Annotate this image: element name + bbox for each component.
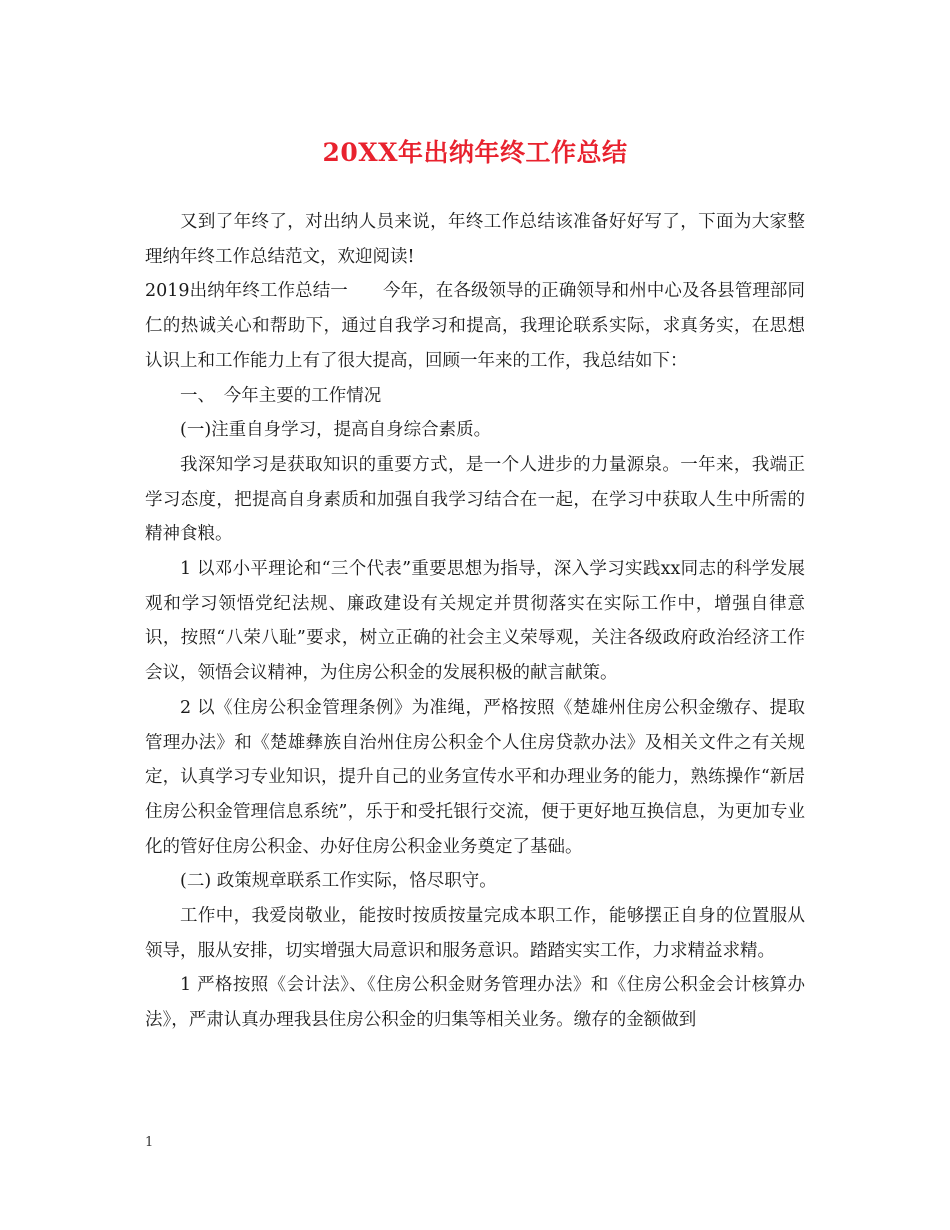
paragraph: 2 以《住房公积金管理条例》为准绳，严格按照《楚雄州住房公积金缴存、提取管理办法》和《楚雄彝族自治州住房公积金个人住房贷款办法》及相关文件之有关规定，认真学习专业知识，提升自己的业务宣传水平和办理业务的能力，熟练操作“新居住房公积金管理信息系统”，乐于和受托银行交流，便于更好地互换信息，为更加专业化的管好住房公积金、办好住房公积金业务奠定了基础。 (145, 697, 805, 857)
document-body (145, 205, 805, 1038)
paragraph: 2019出纳年终工作总结一 今年，在各级领导的正确领导和州中心及各县管理部同仁的热诚关心和帮助下，通过自我学习和提高，我理论联系实际，求真务实，在思想认识上和工作能力上有了很大提高，回顾一年来的工作，我总结如下： (145, 281, 805, 371)
subsection-heading: (二) 政策规章联系工作实际，恪尽职守。 (180, 871, 497, 892)
section-heading: 一、 今年主要的工作情况 (180, 385, 382, 406)
paragraph: 我深知学习是获取知识的重要方式，是一个人进步的力量源泉。一年来，我端正学习态度，把提高自身素质和加强自我学习结合在一起，在学习中获取人生中所需的精神食粮。 (145, 454, 805, 545)
page-number: 1 (145, 1135, 154, 1150)
paragraph: 1 严格按照《会计法》、《住房公积金财务管理办法》和《住房公积金会计核算办法》，严肃认真办理我县住房公积金的归集等相关业务。缴存的金额做到 (145, 975, 805, 1031)
subsection-heading: (一)注重自身学习，提高自身综合素质。 (180, 420, 492, 441)
document-title: 20XX年出纳年终工作总结 (322, 138, 628, 167)
paragraph: 又到了年终了，对出纳人员来说，年终工作总结该准备好好写了，下面为大家整理纳年终工作总结范文，欢迎阅读! (145, 212, 805, 267)
paragraph: 工作中，我爱岗敬业，能按时按质按量完成本职工作，能够摆正自身的位置服从领导，服从安排，切实增强大局意识和服务意识。踏踏实实工作，力求精益求精。 (145, 906, 805, 961)
paragraph: 1 以邓小平理论和“三个代表”重要思想为指导，深入学习实践xx同志的科学发展观和学习领悟党纪法规、廉政建设有关规定并贯彻落实在实际工作中，增强自律意识，按照“八荣八耻”要求，树立正确的社会主义荣辱观，关注各级政府政治经济工作会议，领悟会议精神，为住房公积金的发展积极的献言献策。 (145, 559, 805, 684)
